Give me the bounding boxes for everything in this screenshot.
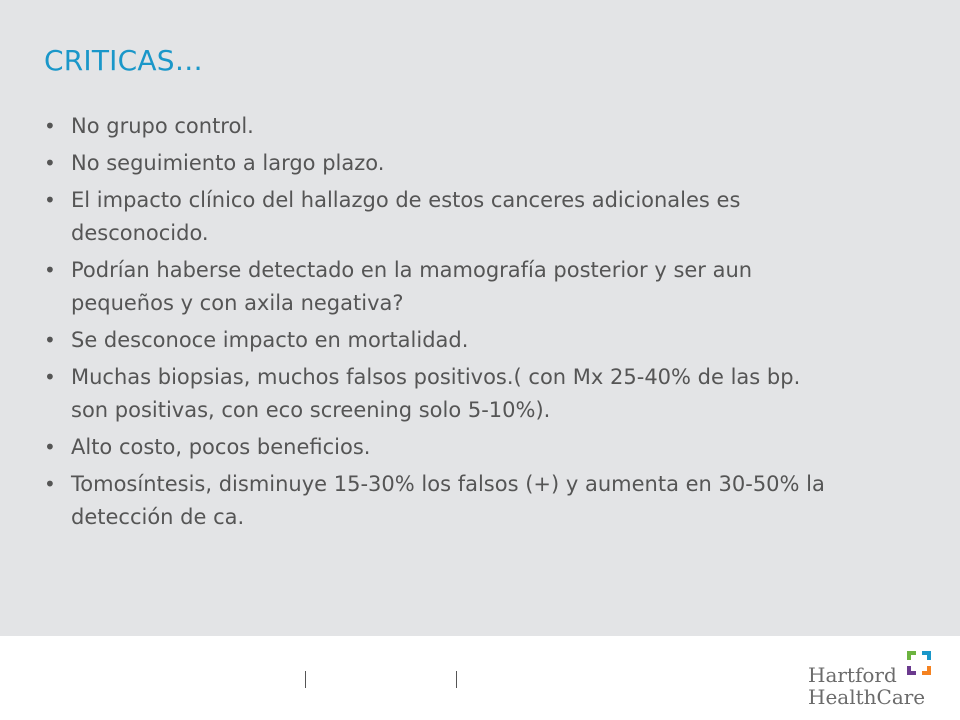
bullet-dot-icon: • [44, 328, 56, 352]
list-item [44, 110, 834, 143]
logo-mark-icon [904, 648, 934, 678]
bullet-dot-icon: • [44, 114, 56, 138]
hartford-healthcare-logo [808, 648, 938, 710]
bullet-text: El impacto clínico del hallazgo de estos canceres adicionales es desconocido. [71, 188, 741, 245]
bullet-dot-icon: • [44, 472, 56, 496]
logo-text-line2: HealthCare [808, 685, 926, 709]
list-item [44, 431, 834, 464]
bullet-dot-icon: • [44, 435, 56, 459]
bullet-text: No grupo control. [71, 114, 254, 138]
slide-title: CRITICAS… [44, 44, 203, 77]
bullet-dot-icon: • [44, 258, 56, 282]
bullet-text: Tomosíntesis, disminuye 15-30% los falsos (+) y aumenta en 30-50% la detección de ca. [71, 472, 825, 529]
footer-divider [305, 671, 306, 688]
footer-divider [456, 671, 457, 688]
list-item [44, 254, 834, 320]
list-item [44, 468, 834, 534]
bullet-dot-icon: • [44, 365, 56, 389]
bullet-list [44, 110, 834, 538]
list-item [44, 324, 834, 357]
bullet-dot-icon: • [44, 188, 56, 212]
list-item [44, 184, 834, 250]
list-item [44, 361, 834, 427]
bullet-dot-icon: • [44, 151, 56, 175]
bullet-text: Podrían haberse detectado en la mamografía posterior y ser aun pequeños y con axila negativa? [71, 258, 753, 315]
bullet-text: Alto costo, pocos beneficios. [71, 435, 371, 459]
bullet-text: No seguimiento a largo plazo. [71, 151, 385, 175]
bullet-text: Se desconoce impacto en mortalidad. [71, 328, 469, 352]
list-item [44, 147, 834, 180]
bullet-text: Muchas biopsias, muchos falsos positivos.( con Mx 25-40% de las bp. son positivas, con eco screening solo 5-10%). [71, 365, 801, 422]
logo-text-line1: Hartford [808, 663, 897, 687]
